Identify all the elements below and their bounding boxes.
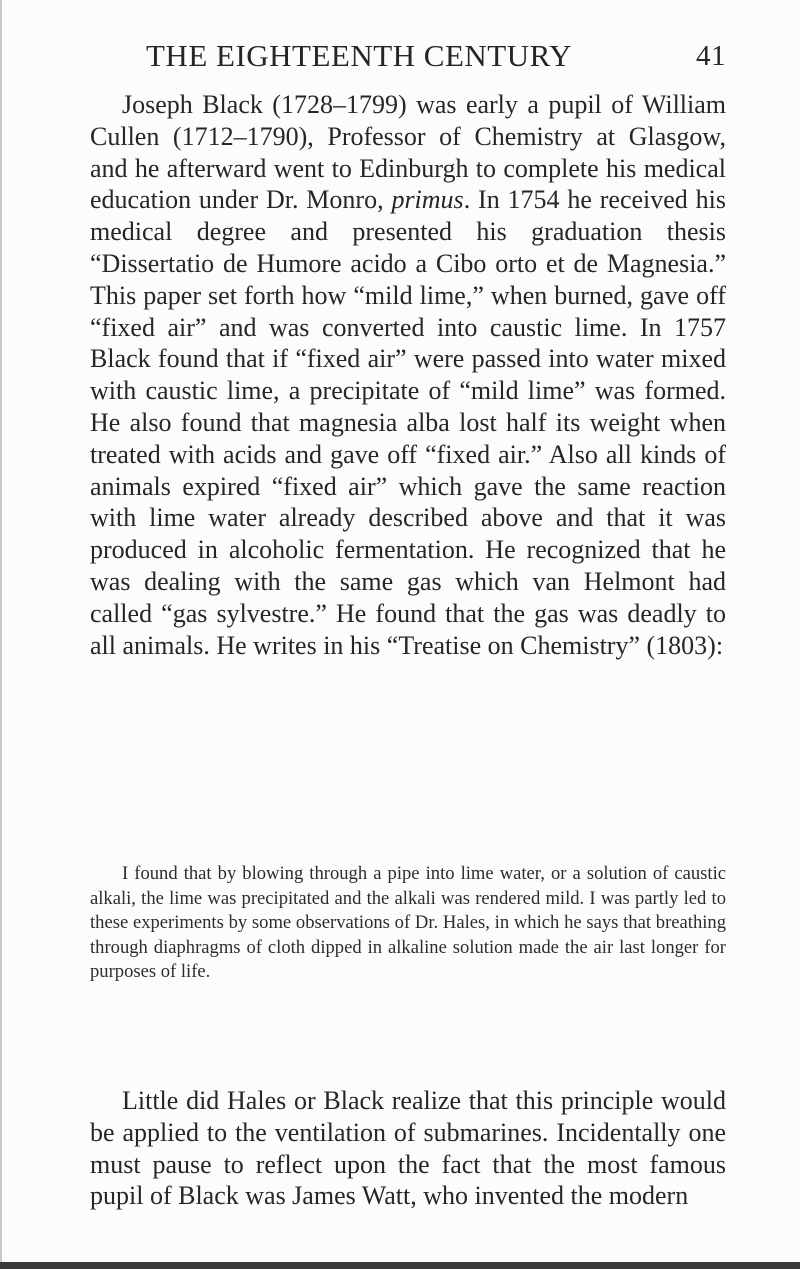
page-edge-shadow	[0, 0, 2, 1269]
bottom-edge-rule	[0, 1262, 800, 1269]
paragraph-hales-black: Little did Hales or Black realize that this principle would be applied to the ventilation of submarines. Incidentally one must pause to reflect upon the fact that the most famous pupil of Black was James Watt, who invented the modern	[90, 1086, 726, 1211]
page-number: 41	[696, 40, 726, 72]
paragraph-joseph-black: Joseph Black (1728–1799) was early a pupil of William Cullen (1712–1790), Professor of Chemistry at Glasgow, and he afterward went to Edinburgh to complete his medical education under Dr. Monro, primus. In 1754 he received his medical degree and presented his graduation thesis “Dissertatio de Humore acido a Cibo orto et de Magnesia.” This paper set forth how “mild lime,” when burned, gave off “fixed air” and was converted into caustic lime. In 1757 Black found that if “fixed air” were passed into water mixed with caustic lime, a precipitate of “mild lime” was formed. He also found that magnesia alba lost half its weight when treated with acids and gave off “fixed air.” Also all kinds of animals expired “fixed air” which gave the same reaction with lime water already described above and that it was produced in alcoholic fermentation. He recognized that he was dealing with the same gas which van Helmont had called “gas sylvestre.” He found that the gas was deadly to all animals. He writes in his “Treatise on Chemistry” (1803):	[90, 90, 726, 660]
running-head	[146, 34, 726, 78]
block-quote: I found that by blowing through a pipe into lime water, or a solution of caustic alkali, the lime was precipitated and the alkali was rendered mild. I was partly led to these experiments by some observations of Dr. Hales, in which he says that breathing through diaphragms of cloth dipped in alkaline solution made the air last longer for purposes of life.	[90, 863, 726, 983]
running-head-title: THE EIGHTEENTH CENTURY	[146, 38, 572, 73]
italic-word: primus	[391, 185, 464, 215]
